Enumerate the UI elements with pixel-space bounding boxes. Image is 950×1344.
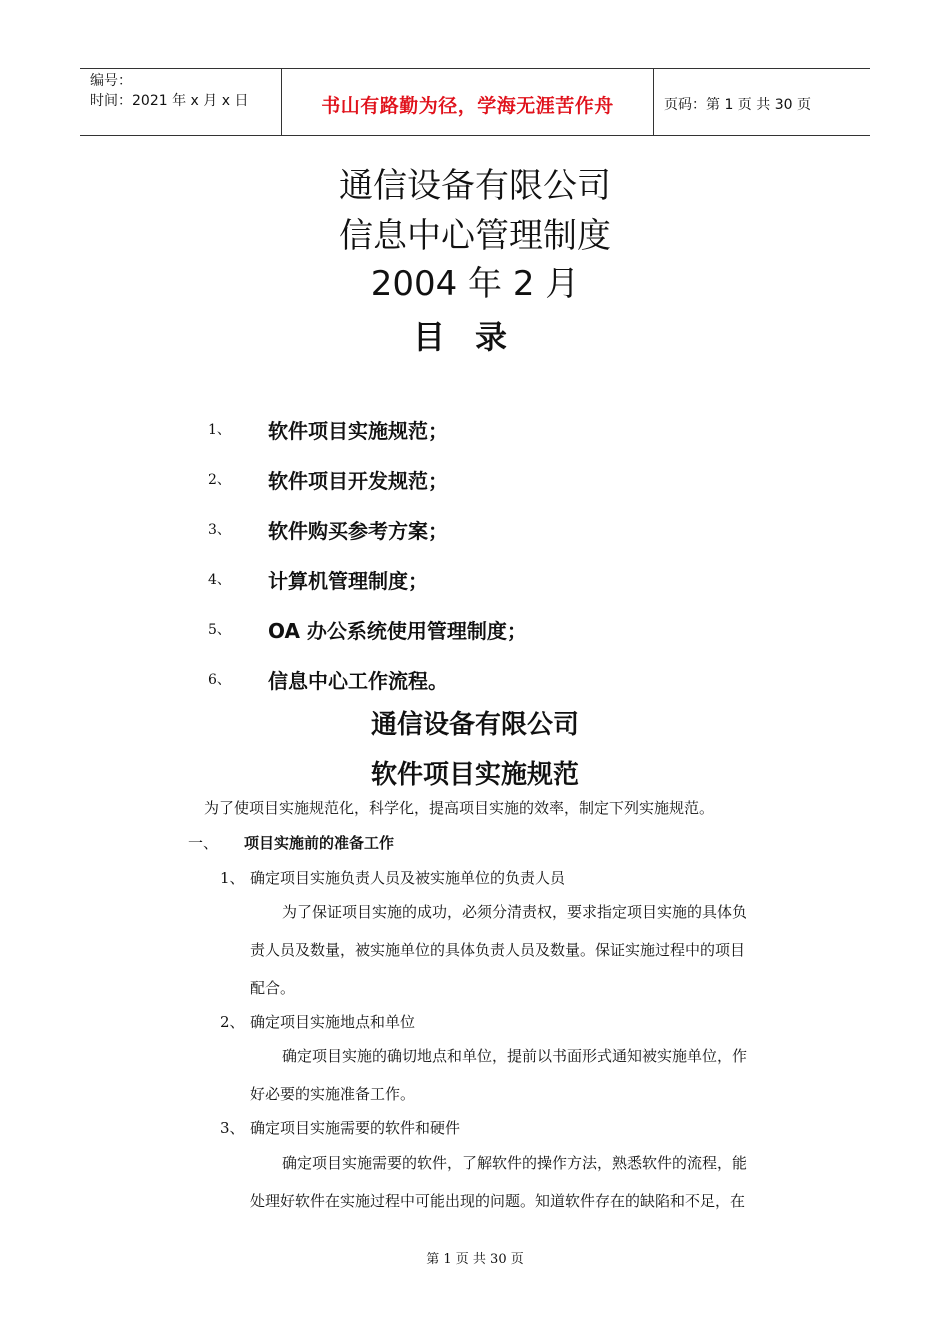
section-title: 软件项目实施规范	[370, 760, 579, 790]
toc-item-number: 6、	[208, 672, 231, 688]
toc-item-number: 4、	[208, 572, 231, 588]
heading-level2-text: 确定项目实施负责人员及被实施单位的负责人员	[250, 869, 566, 887]
heading-level2-text: 确定项目实施地点和单位	[250, 1013, 416, 1031]
toc-item[interactable]	[208, 504, 808, 554]
toc-item-text: 信息中心工作流程。	[268, 668, 448, 693]
section-intro: 为了使项目实施规范化，科学化，提高项目实施的效率，制定下列实施规范。	[204, 799, 715, 817]
toc-item-text: 软件项目实施规范；	[268, 418, 448, 443]
toc-item[interactable]	[208, 654, 808, 704]
paragraph-line: 确定项目实施需要的软件，了解软件的操作方法，熟悉软件的流程，能	[282, 1154, 748, 1172]
cover-date: 2004 年 2 月	[370, 264, 580, 304]
paragraph-line: 责人员及数量，被实施单位的具体负责人员及数量。保证实施过程中的项目	[250, 941, 746, 959]
heading-level2	[220, 1117, 460, 1138]
page-footer: 第 1 页 共 30 页	[426, 1252, 524, 1267]
heading-level2	[220, 867, 565, 888]
header-meta-cell	[80, 69, 282, 135]
toc-item[interactable]	[208, 554, 808, 604]
paragraph-line: 好必要的实施准备工作。	[250, 1085, 416, 1103]
toc-item[interactable]	[208, 604, 808, 654]
header-motto: 书山有路勤为径，学海无涯苦作舟	[282, 69, 654, 135]
toc-item-text: 软件购买参考方案；	[268, 518, 448, 543]
paragraph-line: 为了保证项目实施的成功，必须分清责权，要求指定项目实施的具体负	[282, 903, 748, 921]
paragraph	[250, 1144, 810, 1220]
heading-level2-number: 3、	[220, 1119, 245, 1137]
toc-heading: 目录	[412, 318, 537, 356]
toc-item-text: 计算机管理制度；	[268, 568, 428, 593]
paragraph-line: 处理好软件在实施过程中可能出现的问题。知道软件存在的缺陷和不足，在	[250, 1192, 746, 1210]
heading-level2	[220, 1011, 415, 1032]
toc-item-number: 1、	[208, 422, 231, 438]
paragraph-line: 确定项目实施的确切地点和单位，提前以书面形式通知被实施单位，作	[282, 1047, 748, 1065]
toc-item[interactable]	[208, 454, 808, 504]
paragraph	[250, 1037, 810, 1113]
section-company-name: 通信设备有限公司	[370, 710, 579, 740]
toc-list	[208, 404, 808, 704]
toc-item-number: 2、	[208, 472, 231, 488]
heading-level1	[188, 832, 394, 853]
heading-level2-number: 1、	[220, 869, 245, 887]
document-time-label: 时间：2021 年 x 月 x 日	[90, 93, 249, 109]
header-page-info: 页码：第 1 页 共 30 页	[664, 97, 811, 113]
paragraph	[250, 893, 810, 1007]
toc-item-number: 5、	[208, 622, 231, 638]
document-number-label: 编号：	[90, 73, 132, 89]
cover-document-title: 信息中心管理制度	[339, 216, 611, 256]
heading-level2-text: 确定项目实施需要的软件和硬件	[250, 1119, 461, 1137]
header-table	[80, 68, 870, 136]
toc-item[interactable]	[208, 404, 808, 454]
heading-level1-number: 一、	[188, 834, 219, 852]
heading-level2-number: 2、	[220, 1013, 245, 1031]
heading-level1-text: 项目实施前的准备工作	[244, 834, 395, 852]
toc-item-number: 3、	[208, 522, 231, 538]
toc-item-text: OA 办公系统使用管理制度；	[268, 618, 527, 643]
paragraph-line: 配合。	[250, 979, 296, 997]
cover-company-name: 通信设备有限公司	[339, 166, 611, 206]
toc-item-text: 软件项目开发规范；	[268, 468, 448, 493]
